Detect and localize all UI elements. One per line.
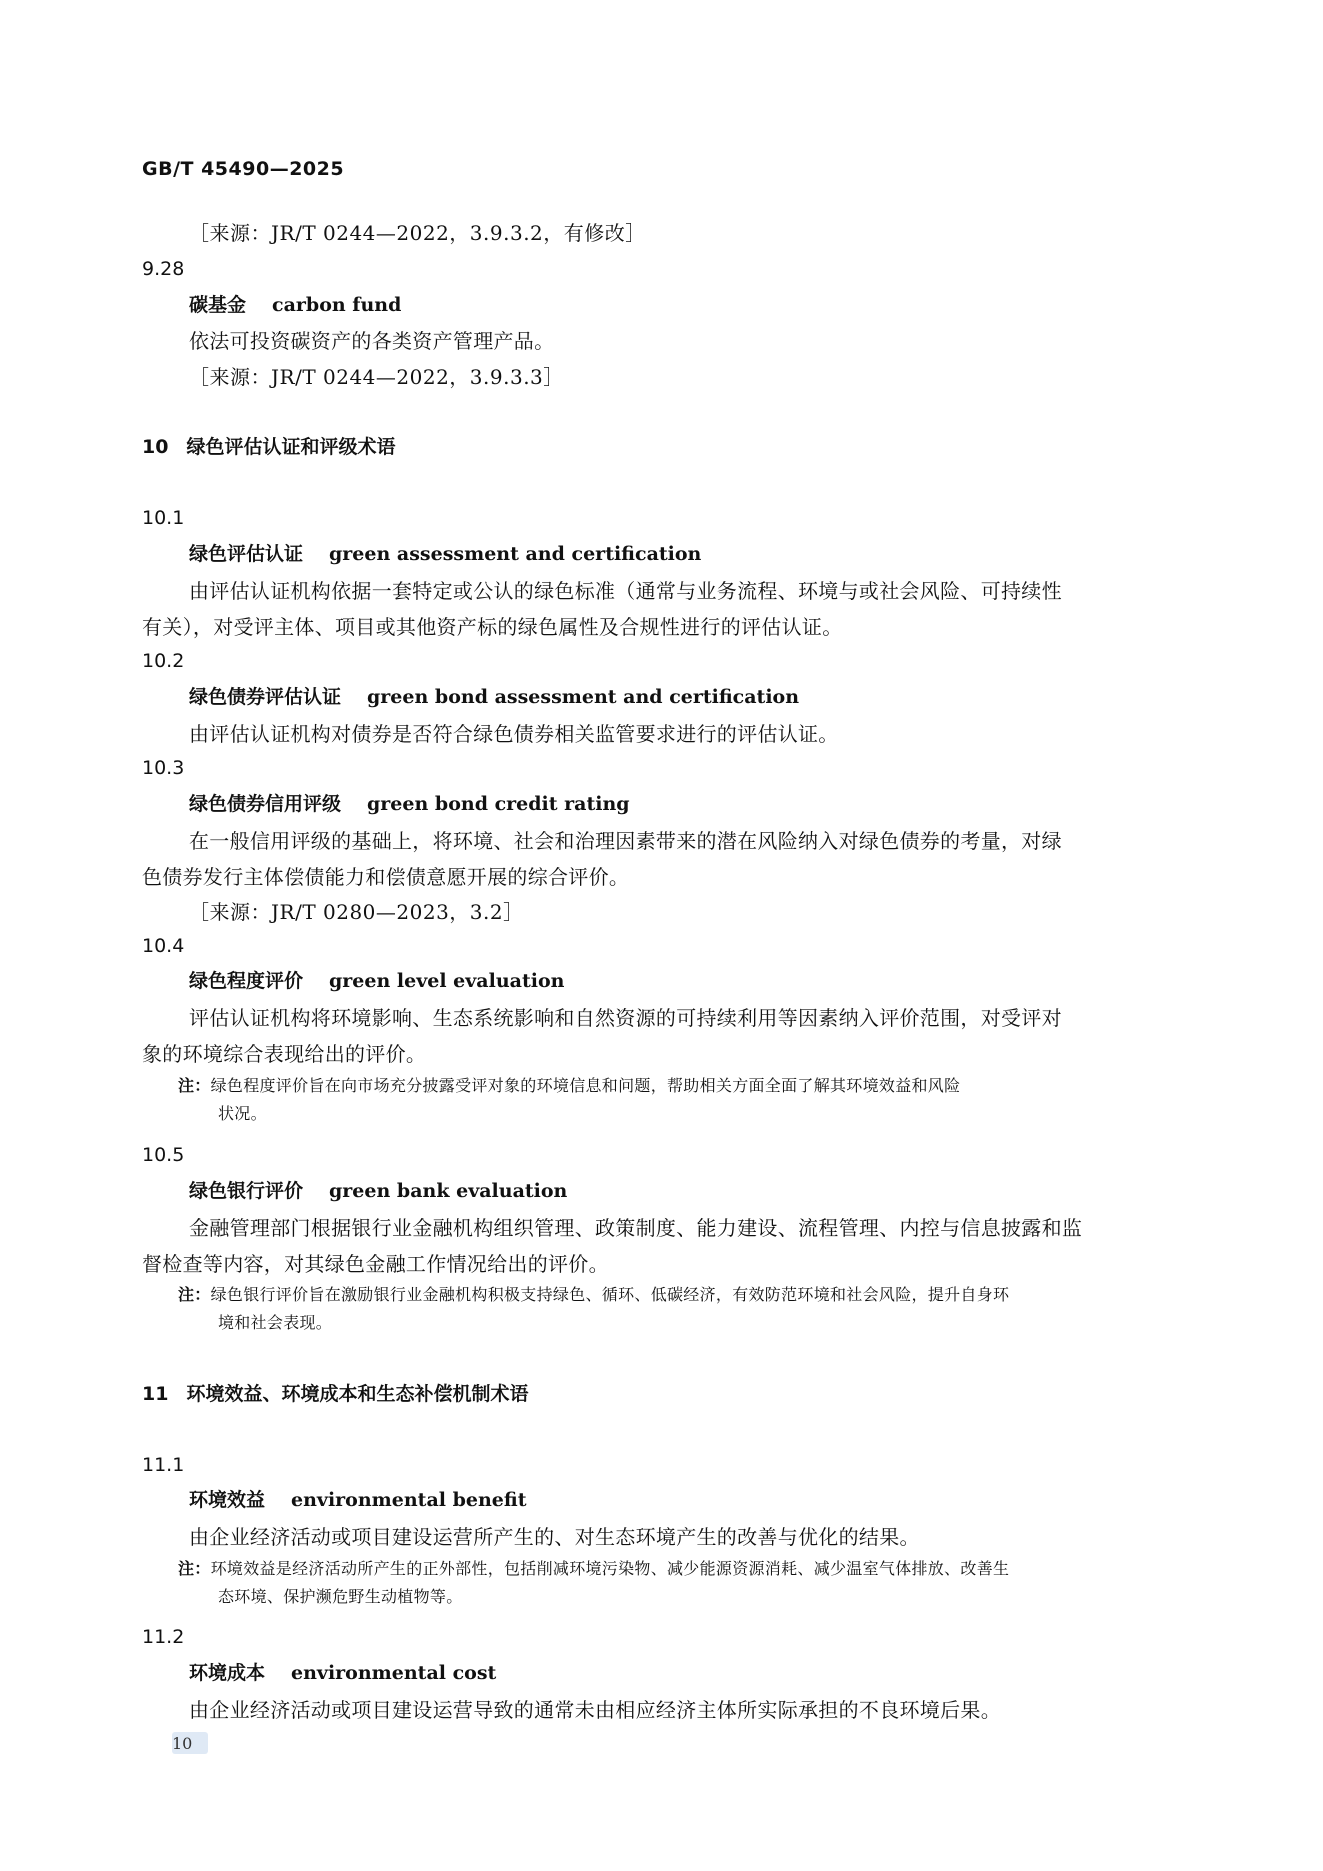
term-heading [189,1664,496,1683]
section-title: 环境效益、环境成本和生态补偿机制术语 [186,1383,529,1405]
note-text: 环境效益是经济活动所产生的正外部性，包括削减环境污染物、减少能源资源消耗、减少温室气体排放、改善生 [210,1559,1010,1578]
clause-number: 11.2 [142,1626,185,1648]
term-zh: 环境效益 [189,1489,266,1511]
note-line [178,1078,960,1094]
document-id: GB/T 45490—2025 [142,158,345,180]
note-line [178,1561,1009,1577]
term-en: environmental benefit [291,1489,527,1511]
term-en: green bond assessment and certification [367,686,800,708]
note-text: 态环境、保护濒危野生动植物等。 [218,1587,463,1606]
term-en: green assessment and certification [329,543,702,565]
note-text: 绿色程度评价旨在向市场充分披露受评对象的环境信息和问题，帮助相关方面全面了解其环境效益和风险 [210,1076,961,1095]
definition-text: 依法可投资碳资产的各类资产管理产品。 [189,329,555,353]
clause-number: 10.1 [142,507,185,529]
source-reference: ［来源：JR/T 0280—2023，3.2］ [189,900,524,924]
note-label: 注： [178,1559,211,1578]
term-heading [189,795,630,814]
section-heading [142,438,395,457]
term-heading [189,972,564,991]
clause-number: 10.4 [142,935,185,957]
term-zh: 绿色程度评价 [189,970,304,992]
page-number-badge [172,1732,208,1754]
page-number: 10 [172,1734,193,1753]
definition-text: 有关），对受评主体、项目或其他资产标的绿色属性及合规性进行的评估认证。 [142,615,843,639]
term-zh: 绿色债券评估认证 [189,686,342,708]
term-zh: 环境成本 [189,1662,266,1684]
term-en: green level evaluation [329,970,565,992]
term-zh: 绿色债券信用评级 [189,793,342,815]
note-label: 注： [178,1285,211,1304]
definition-text: 由企业经济活动或项目建设运营导致的通常未由相应经济主体所实际承担的不良环境后果。 [189,1698,1001,1722]
clause-number: 10.3 [142,757,185,779]
term-heading [189,1491,526,1510]
definition-text: 由企业经济活动或项目建设运营所产生的、对生态环境产生的改善与优化的结果。 [189,1525,920,1549]
section-number: 11 [142,1383,169,1405]
definition-text: 象的环境综合表现给出的评价。 [142,1042,427,1066]
clause-number: 10.2 [142,650,185,672]
definition-text: 督检查等内容，对其绿色金融工作情况给出的评价。 [142,1252,609,1276]
term-en: green bank evaluation [329,1180,568,1202]
note-line [178,1287,1009,1303]
section-heading [142,1385,528,1404]
term-en: environmental cost [291,1662,497,1684]
section-number: 10 [142,436,169,458]
definition-text: 在一般信用评级的基础上，将环境、社会和治理因素带来的潜在风险纳入对绿色债券的考量，对绿 [189,829,1062,853]
clause-number: 11.1 [142,1454,185,1476]
term-zh: 绿色银行评价 [189,1180,304,1202]
note-text: 状况。 [218,1104,267,1123]
source-reference: ［来源：JR/T 0244—2022，3.9.3.2，有修改］ [189,221,646,245]
term-heading [189,545,701,564]
term-en: green bond credit rating [367,793,630,815]
note-text: 境和社会表现。 [218,1313,333,1332]
note-label: 注： [178,1076,211,1095]
definition-text: 评估认证机构将环境影响、生态系统影响和自然资源的可持续利用等因素纳入评价范围，对受评对 [189,1006,1062,1030]
term-heading [189,296,401,315]
term-zh: 碳基金 [189,294,247,316]
definition-text: 由评估认证机构对债券是否符合绿色债券相关监管要求进行的评估认证。 [189,722,839,746]
term-en: carbon fund [272,294,402,316]
term-heading [189,1182,567,1201]
section-title: 绿色评估认证和评级术语 [186,436,396,458]
note-text: 绿色银行评价旨在激励银行业金融机构积极支持绿色、循环、低碳经济，有效防范环境和社会风险，提升自身环 [210,1285,1010,1304]
definition-text: 由评估认证机构依据一套特定或公认的绿色标准（通常与业务流程、环境与或社会风险、可持续性 [189,579,1062,603]
term-zh: 绿色评估认证 [189,543,304,565]
definition-text: 色债券发行主体偿债能力和偿债意愿开展的综合评价。 [142,865,630,889]
term-heading [189,688,799,707]
source-reference: ［来源：JR/T 0244—2022，3.9.3.3］ [189,365,564,389]
clause-number: 9.28 [142,258,185,280]
clause-number: 10.5 [142,1144,185,1166]
definition-text: 金融管理部门根据银行业金融机构组织管理、政策制度、能力建设、流程管理、内控与信息披露和监 [189,1216,1083,1240]
